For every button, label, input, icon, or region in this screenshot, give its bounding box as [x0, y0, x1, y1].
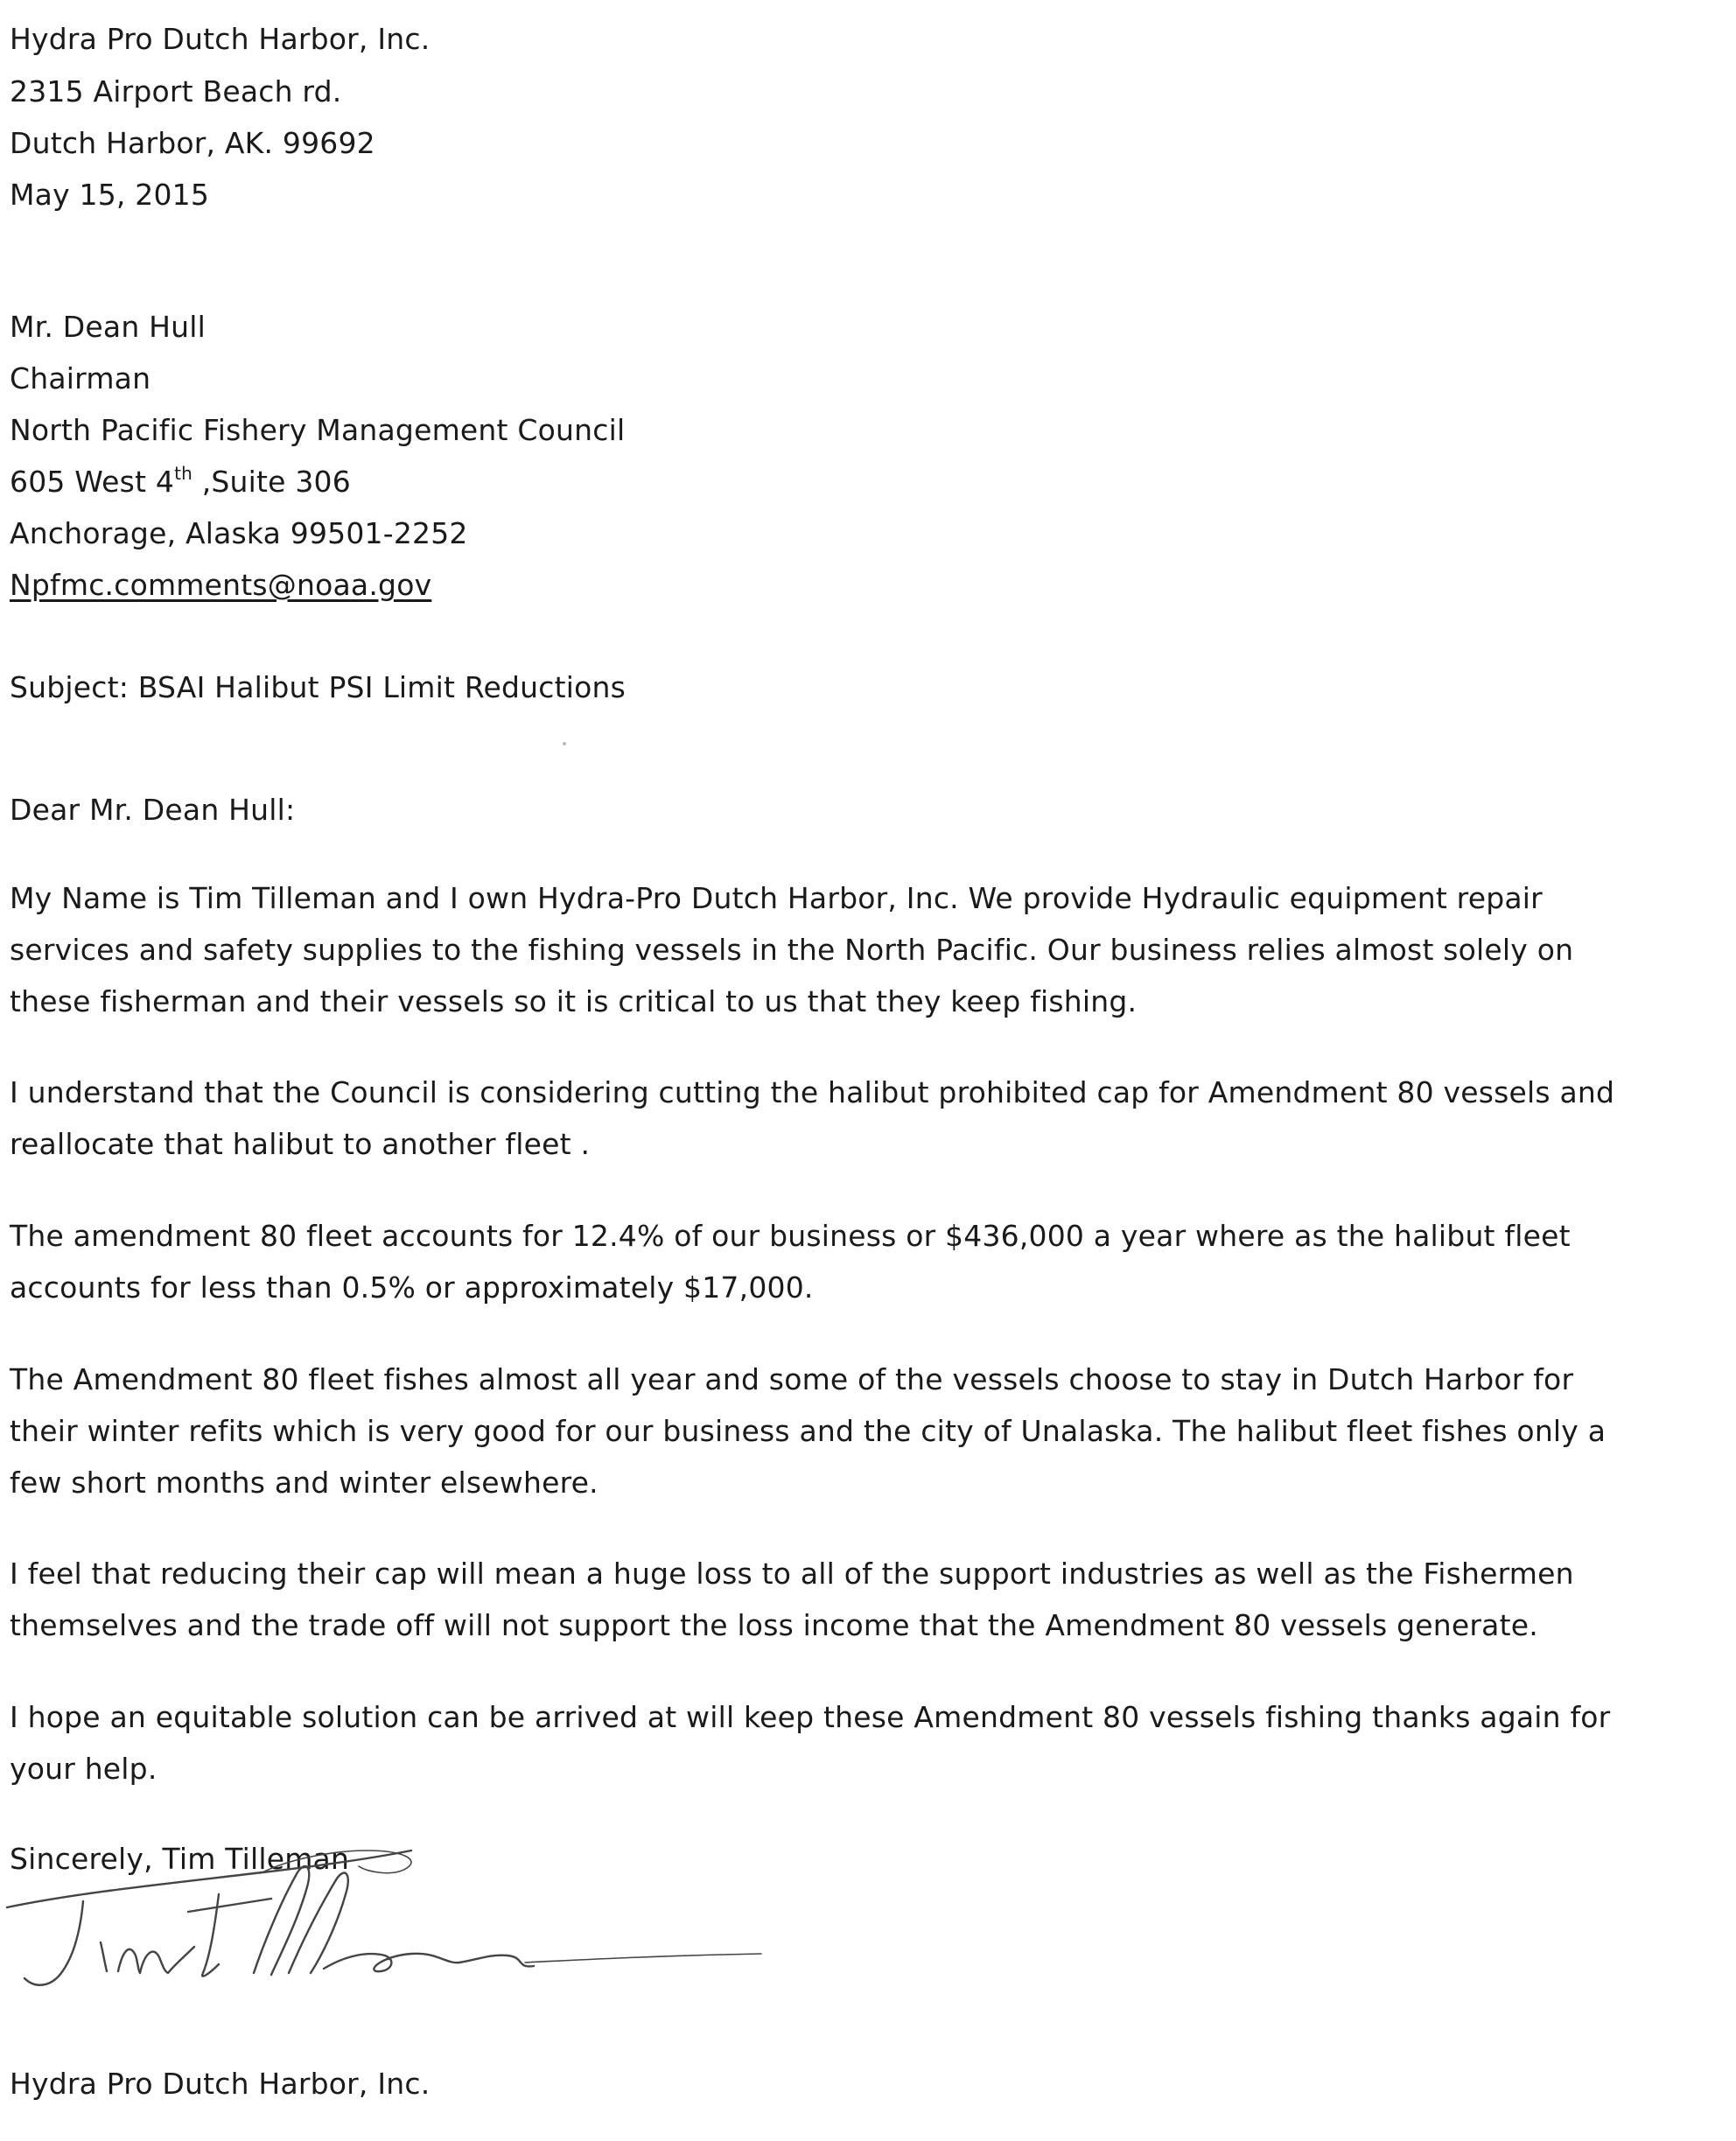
recipient-street-suffix: ,Suite 306: [192, 465, 351, 499]
recipient-organization: North Pacific Fishery Management Council: [10, 413, 626, 447]
salutation: Dear Mr. Dean Hull:: [10, 793, 296, 827]
scan-speck: [563, 742, 566, 745]
recipient-street-prefix: 605 West 4: [10, 465, 175, 499]
recipient-email-link[interactable]: Npfmc.comments@noaa.gov: [10, 568, 432, 602]
body-paragraph-3-line-2: accounts for less than 0.5% or approximately $17,000.: [10, 1270, 814, 1305]
signature-stroke: [7, 1851, 411, 1907]
body-paragraph-2-line-1: I understand that the Council is considering cutting the halibut prohibited cap for Amendment 80 vessels and: [10, 1075, 1615, 1109]
signature-stroke: [118, 1947, 194, 1973]
signature-stroke: [254, 1866, 309, 1975]
subject-line: Subject: BSAI Halibut PSI Limit Reductions: [10, 670, 626, 704]
closing: Sincerely, Tim Tilleman: [10, 1842, 350, 1876]
body-paragraph-4-line-2: their winter refits which is very good for our business and the city of Unalaska. The halibut fleet fishes only a: [10, 1414, 1606, 1448]
signature-stroke: [525, 1954, 761, 1963]
body-paragraph-4-line-1: The Amendment 80 fleet fishes almost all year and some of the vessels choose to stay in Dutch Harbor for: [10, 1362, 1574, 1396]
body-paragraph-1-line-2: services and safety supplies to the fishing vessels in the North Pacific. Our business relies almost solely on: [10, 933, 1574, 967]
body-paragraph-6-line-1: I hope an equitable solution can be arrived at will keep these Amendment 80 vessels fishing thanks again for: [10, 1700, 1611, 1734]
recipient-name: Mr. Dean Hull: [10, 310, 206, 344]
signature-stroke: [324, 1954, 534, 1971]
body-paragraph-4-line-3: few short months and winter elsewhere.: [10, 1466, 598, 1500]
signature-stroke: [188, 1899, 271, 1912]
signature-stroke: [289, 1873, 348, 1973]
body-paragraph-5-line-1: I feel that reducing their cap will mean a huge loss to all of the support industries as well as the Fishermen: [10, 1557, 1574, 1591]
body-paragraph-2-line-2: reallocate that halibut to another fleet .: [10, 1127, 591, 1161]
recipient-email-line: [10, 568, 431, 603]
body-paragraph-5-line-2: themselves and the trade off will not support the loss income that the Amendment 80 vessels generate.: [10, 1608, 1538, 1642]
body-paragraph-6-line-2: your help.: [10, 1752, 158, 1786]
signature-stroke: [101, 1942, 107, 1971]
sender-company: Hydra Pro Dutch Harbor, Inc.: [10, 22, 430, 56]
recipient-title: Chairman: [10, 361, 151, 395]
recipient-city: Anchorage, Alaska 99501-2252: [10, 516, 468, 550]
letter-date: May 15, 2015: [10, 178, 210, 212]
signature-stroke: [24, 1901, 83, 1985]
recipient-street-superscript: th: [174, 463, 193, 484]
body-paragraph-1-line-1: My Name is Tim Tilleman and I own Hydra-Pro Dutch Harbor, Inc. We provide Hydraulic equipment repair: [10, 881, 1543, 915]
sender-city: Dutch Harbor, AK. 99692: [10, 126, 375, 160]
recipient-street: [10, 465, 351, 500]
sender-street: 2315 Airport Beach rd.: [10, 74, 342, 108]
body-paragraph-3-line-1: The amendment 80 fleet accounts for 12.4% of our business or $436,000 a year where as the halibut fleet: [10, 1219, 1571, 1253]
handwritten-signature: [0, 1824, 770, 2008]
footer-company: Hydra Pro Dutch Harbor, Inc.: [10, 2067, 430, 2101]
body-paragraph-1-line-3: these fisherman and their vessels so it is critical to us that they keep fishing.: [10, 984, 1138, 1018]
